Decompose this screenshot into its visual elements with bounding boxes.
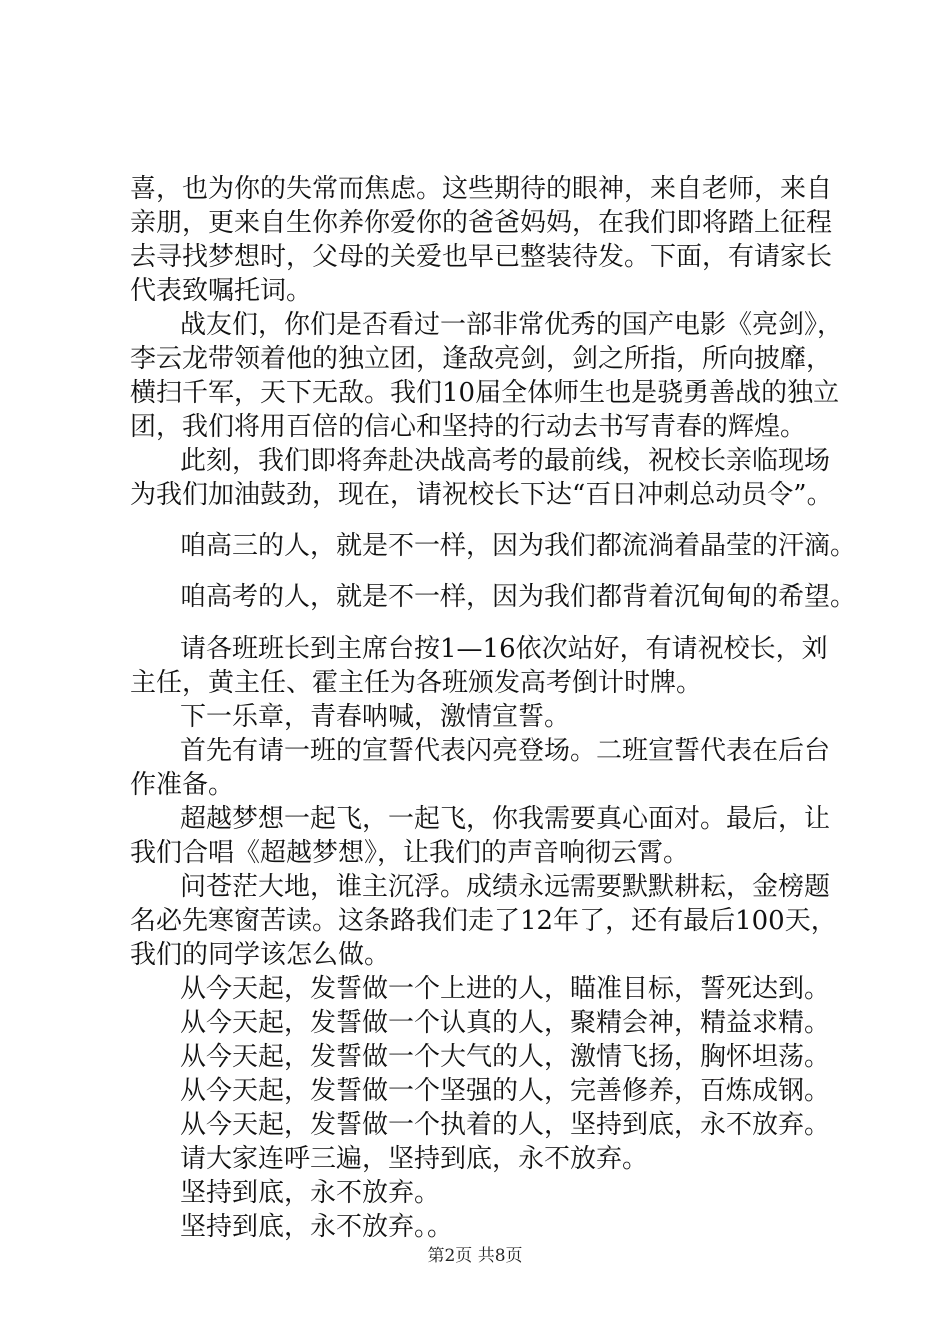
page-number-footer: 第2页 共8页 <box>427 1246 523 1266</box>
text-line: 首先有请一班的宣誓代表闪亮登场。二班宣誓代表在后台 <box>180 736 831 766</box>
text-line: 坚持到底，永不放弃。。 <box>180 1212 454 1242</box>
text-line: 咱高考的人，就是不一样，因为我们都背着沉甸甸的希望。 <box>180 582 857 612</box>
text-line: 作准备。 <box>130 770 235 800</box>
text-line: 咱高三的人，就是不一样，因为我们都流淌着晶莹的汗滴。 <box>180 531 857 561</box>
text-line: 横扫千军，天下无敌。我们10届全体师生也是骁勇善战的独立 <box>130 378 840 408</box>
text-line: 从今天起，发誓做一个坚强的人，完善修养，百炼成钢。 <box>180 1076 831 1106</box>
text-line: 从今天起，发誓做一个上进的人，瞄准目标，誓死达到。 <box>180 974 831 1004</box>
text-line: 亲朋，更来自生你养你爱你的爸爸妈妈，在我们即将踏上征程 <box>130 208 833 238</box>
text-line: 从今天起，发誓做一个执着的人，坚持到底，永不放弃。 <box>180 1110 831 1140</box>
text-line: 问苍茫大地，谁主沉浮。成绩永远需要默默耕耘，金榜题 <box>180 872 831 902</box>
text-line: 从今天起，发誓做一个认真的人，聚精会神，精益求精。 <box>180 1008 831 1038</box>
text-line: 李云龙带领着他的独立团，逢敌亮剑，剑之所指，所向披靡， <box>130 344 833 374</box>
text-line: 下一乐章，青春呐喊，激情宣誓。 <box>180 702 571 732</box>
text-line: 我们的同学该怎么做。 <box>130 940 391 970</box>
text-line: 坚持到底，永不放弃。 <box>180 1178 441 1208</box>
text-line: 喜，也为你的失常而焦虑。这些期待的眼神，来自老师，来自 <box>130 174 833 204</box>
text-line: 团，我们将用百倍的信心和坚持的行动去书写青春的辉煌。 <box>130 412 807 442</box>
text-line: 代表致嘱托词。 <box>130 276 313 306</box>
text-line: 从今天起，发誓做一个大气的人，激情飞扬，胸怀坦荡。 <box>180 1042 831 1072</box>
text-line: 我们合唱《超越梦想》，让我们的声音响彻云霄。 <box>130 838 690 868</box>
text-line: 主任，黄主任、霍主任为各班颁发高考倒计时牌。 <box>130 668 703 698</box>
text-line: 超越梦想一起飞，一起飞，你我需要真心面对。最后，让 <box>180 804 831 834</box>
text-line: 名必先寒窗苦读。这条路我们走了12年了，还有最后100天， <box>130 906 837 936</box>
text-line: 为我们加油鼓劲，现在，请祝校长下达“百日冲刺总动员令”。 <box>130 480 833 510</box>
text-line: 战友们，你们是否看过一部非常优秀的国产电影《亮剑》， <box>180 310 844 340</box>
text-line: 请各班班长到主席台按1—16依次站好，有请祝校长，刘 <box>180 634 828 664</box>
text-line: 请大家连呼三遍，坚持到底，永不放弃。 <box>180 1144 649 1174</box>
text-line: 此刻，我们即将奔赴决战高考的最前线，祝校长亲临现场 <box>180 446 831 476</box>
text-line: 去寻找梦想时，父母的关爱也早已整装待发。下面，有请家长 <box>130 242 833 272</box>
